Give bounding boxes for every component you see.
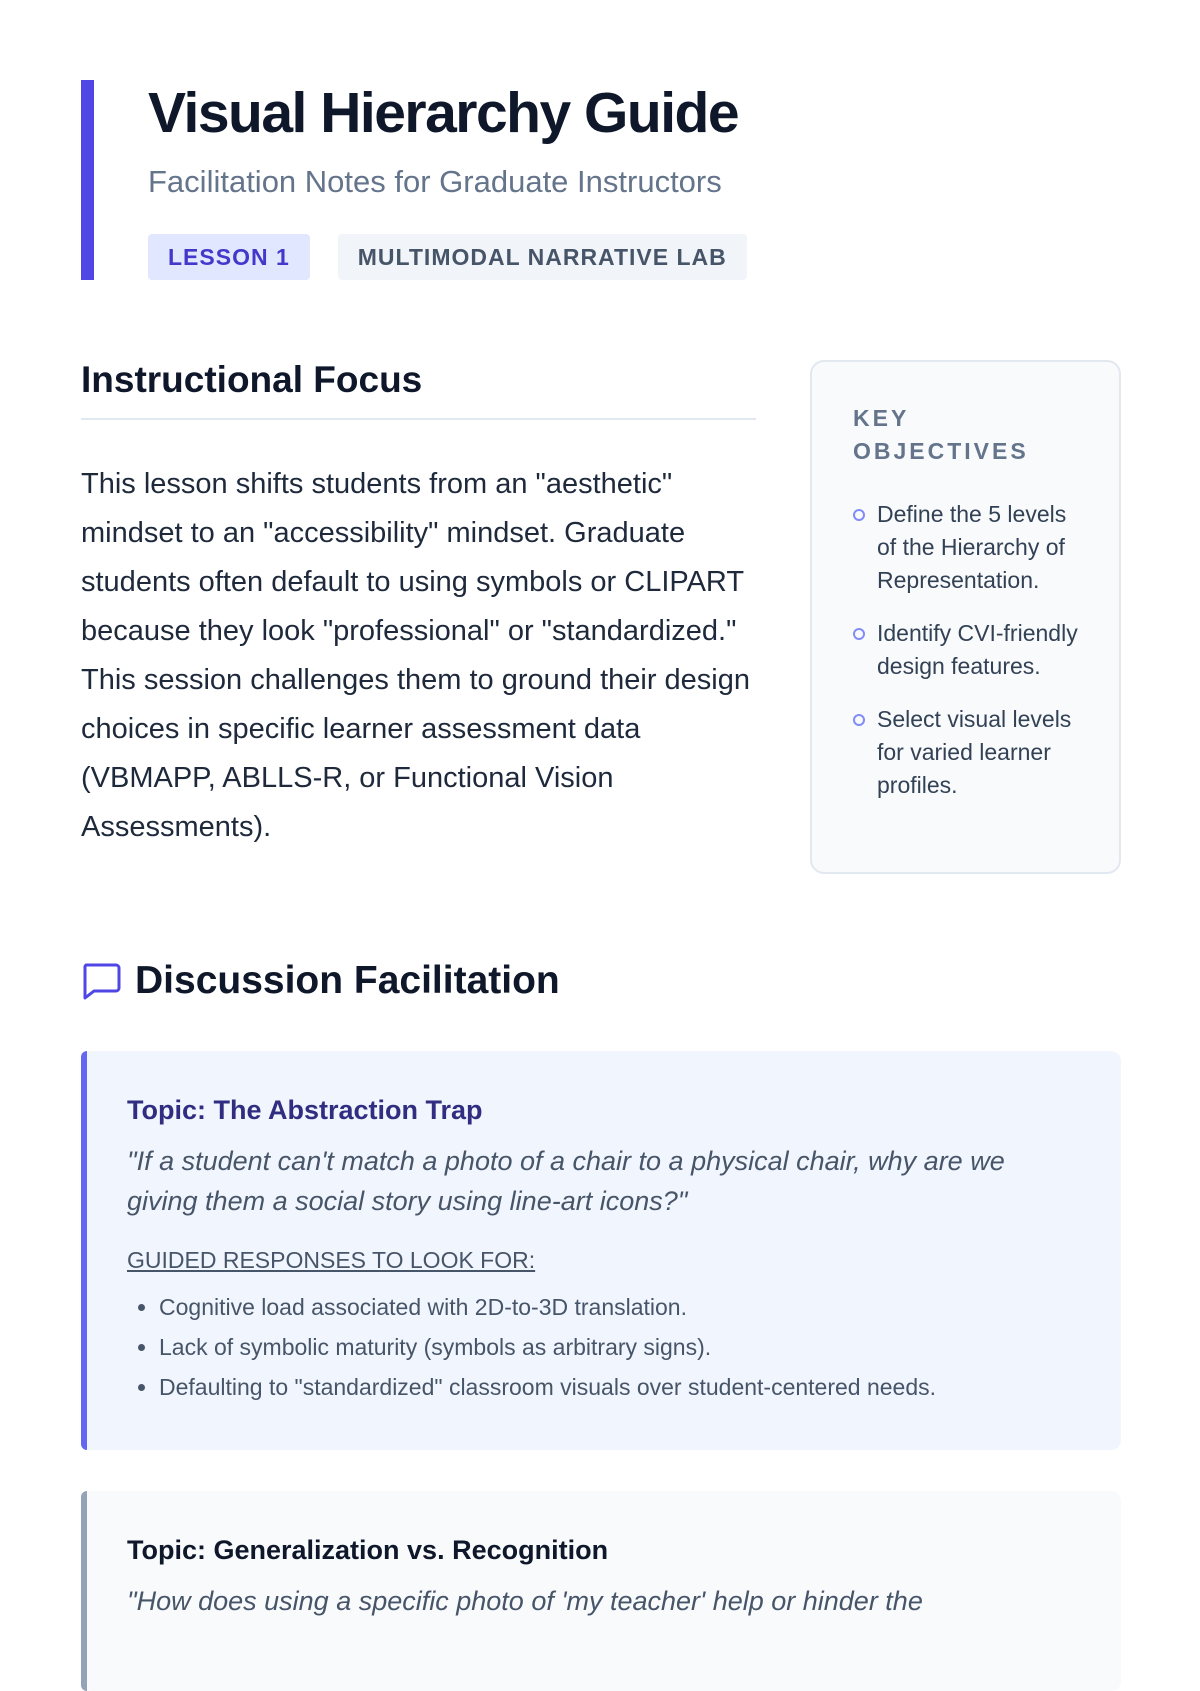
key-objectives-list — [853, 498, 1083, 802]
topic-title: Topic: The Abstraction Trap — [127, 1095, 483, 1125]
circle-bullet-icon — [853, 509, 865, 521]
guided-response-item: • Cognitive load associated with 2D-to-3D translation. — [159, 1287, 1081, 1327]
lab-tag: MULTIMODAL NARRATIVE LAB — [338, 234, 747, 280]
topic-quote: "How does using a specific photo of 'my teacher' help or hinder the — [127, 1586, 923, 1616]
discussion-topic-card — [81, 1491, 1121, 1691]
objective-text: Define the 5 levels of the Hierarchy of Representation. — [877, 501, 1067, 593]
topic-title: Topic: Generalization vs. Recognition — [127, 1535, 609, 1565]
instructional-focus-section — [81, 360, 756, 852]
topic-quote: "If a student can't match a photo of a chair to a physical chair, why are we giving them a social story using line-art icons?" — [127, 1146, 1005, 1216]
page-header — [81, 80, 1121, 280]
discussion-topic-card — [81, 1051, 1121, 1450]
circle-bullet-icon — [853, 714, 865, 726]
lesson-tag: LESSON 1 — [148, 234, 310, 280]
instructional-focus-body: This lesson shifts students from an "aesthetic" mindset to an "accessibility" mindset. Graduate students often default to using symbols or CLIPART because they look "professional" or "standardized." This session challenges them to ground their design choices in specific learner assessment data (VBMAPP, ABLLS-R, or Functional Vision Assessments). — [81, 467, 750, 843]
chat-bubble-icon — [81, 962, 121, 1000]
page-title: Visual Hierarchy Guide — [148, 81, 739, 145]
guided-responses-list — [127, 1287, 1081, 1407]
instructional-focus-heading: Instructional Focus — [81, 360, 756, 420]
topic-card-accent — [81, 1491, 87, 1691]
page-subtitle: Facilitation Notes for Graduate Instructors — [148, 164, 722, 199]
discussion-facilitation-heading — [81, 958, 560, 1005]
objective-text: Identify CVI-friendly design features. — [877, 620, 1078, 679]
objective-item — [853, 617, 1083, 683]
tag-list — [148, 234, 747, 280]
guided-response-item: • Defaulting to "standardized" classroom visuals over student-centered needs. — [159, 1367, 1081, 1407]
header-accent-bar — [81, 80, 94, 280]
objective-text: Select visual levels for varied learner profiles. — [877, 706, 1072, 798]
topic-card-accent — [81, 1051, 87, 1450]
circle-bullet-icon — [853, 628, 865, 640]
key-objectives-heading: KEY OBJECTIVES — [853, 405, 1029, 464]
key-objectives-card — [810, 360, 1121, 874]
guided-response-item: • Lack of symbolic maturity (symbols as arbitrary signs). — [159, 1327, 1081, 1367]
discussion-heading-text: Discussion Facilitation — [135, 959, 560, 1002]
guided-responses-label: GUIDED RESPONSES TO LOOK FOR: — [127, 1247, 536, 1273]
objective-item — [853, 703, 1083, 802]
objective-item — [853, 498, 1083, 597]
